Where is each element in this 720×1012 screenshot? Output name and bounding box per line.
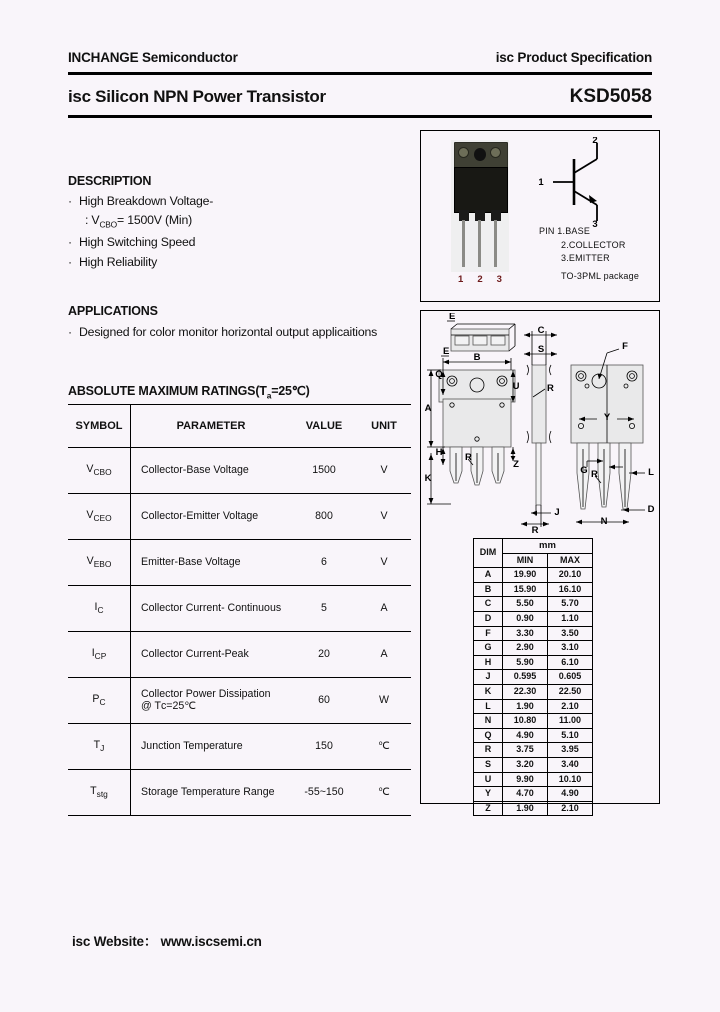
table-row [474,699,593,714]
column-header-value: VALUE [291,404,357,447]
cell-dim: U [474,772,503,787]
footer-website: isc Website： www.iscsemi.cn [72,934,262,949]
description-list [68,194,408,208]
cell-parameter: Collector-Base Voltage [131,447,292,493]
callout-u: U [512,381,520,392]
cell-dim: Q [474,728,503,743]
callout-y: Y [603,412,611,423]
ratings-section [68,383,410,816]
dim-unit-header: mm [503,539,593,554]
cell-min: 4.90 [503,728,548,743]
table-row [474,714,593,729]
cell-unit: A [357,585,411,631]
description-list-2 [68,235,408,269]
ratings-caption-prefix: ABSOLUTE MAXIMUM RATINGS(T [68,384,267,398]
cell-value: 5 [291,585,357,631]
description-item-text: High Switching Speed [79,235,196,250]
cell-min: 0.595 [503,670,548,685]
cell-symbol: $P_C$ [68,677,131,723]
bullet-icon: · [68,255,72,270]
cell-max: 20.10 [548,568,593,583]
photo-pin-2: 2 [477,274,483,285]
ratings-table [68,404,411,816]
applications-heading: APPLICATIONS [68,304,158,318]
table-row [474,801,593,816]
cell-min: 9.90 [503,772,548,787]
table-header-row [68,404,411,447]
cell-parameter: Collector-Emitter Voltage [131,493,292,539]
cell-symbol: $I_{CP}$ [68,631,131,677]
table-row [474,641,593,656]
applications-section [68,304,413,339]
table-row [68,631,411,677]
cell-max: 1.10 [548,611,593,626]
cell-dim: B [474,582,503,597]
cell-parameter-line2: @ Tᴄ=25℃ [141,700,197,712]
table-row [68,677,411,723]
cell-value: 150 [291,723,357,769]
vcbo-suffix: = 1500V (Min) [117,213,192,227]
cell-dim: A [474,568,503,583]
cell-max: 0.605 [548,670,593,685]
cell-dim: G [474,641,503,656]
cell-symbol: $V_{CEO}$ [68,493,131,539]
package-outline-panel [420,130,660,302]
callout-d: D [647,504,655,515]
title-divider [68,115,652,118]
cell-dim: Z [474,801,503,816]
page-header [68,50,652,65]
cell-min: 3.75 [503,743,548,758]
part-number: KSD5058 [569,86,652,107]
column-header-parameter: PARAMETER [131,404,292,447]
svg-text:R: R [547,383,554,394]
cell-min: 22.30 [503,684,548,699]
breakdown-voltage-value [68,213,408,229]
cell-dim: F [474,626,503,641]
description-item-text: High Reliability [79,255,158,270]
cell-min: 5.90 [503,655,548,670]
cell-symbol: $I_C$ [68,585,131,631]
cell-max: 2.10 [548,699,593,714]
page-title: isc Silicon NPN Power Transistor [68,87,326,106]
callout-h: H [435,447,443,458]
symbol-pin-1-label: 1 [538,177,544,188]
ratings-table-body [68,447,411,815]
flange-corner-right [490,147,501,158]
ratings-caption [68,383,410,401]
description-section [68,174,408,269]
callout-z: Z [513,459,519,470]
description-heading: DESCRIPTION [68,174,152,188]
table-row [474,597,593,612]
column-header-min: MIN [503,553,548,568]
company-name: INCHANGE Semiconductor [68,50,238,65]
cell-parameter: Collector Current- Continuous [131,585,292,631]
mounting-hole-icon [474,148,486,161]
package-name-label: TO-3PML package [561,270,640,281]
table-row [68,447,411,493]
table-row [474,655,593,670]
flange-corner-left [458,147,469,158]
cell-unit: ℃ [357,769,411,815]
callout-f: F [622,341,628,352]
list-item [68,255,408,269]
table-row [474,568,593,583]
cell-parameter: Storage Temperature Range [131,769,292,815]
lead-wire-2 [478,220,481,267]
cell-min: 3.30 [503,626,548,641]
cell-value: -55~150 [291,769,357,815]
cell-unit: V [357,539,411,585]
dimension-table [473,538,593,816]
pin-line-base: PIN 1.BASE [539,226,591,236]
photo-pin-1: 1 [458,274,464,285]
callout-k: K [424,473,432,484]
cell-max: 5.70 [548,597,593,612]
cell-symbol: $V_{CBO}$ [68,447,131,493]
column-header-max: MAX [548,553,593,568]
cell-unit: V [357,493,411,539]
applications-list [68,325,413,339]
cell-parameter: Junction Temperature [131,723,292,769]
cell-min: 3.20 [503,757,548,772]
vcbo-subscript: CBO [99,219,117,230]
cell-dim: S [474,757,503,772]
cell-unit: A [357,631,411,677]
symbol-pin-2-label: 2 [592,137,598,146]
cell-value: 800 [291,493,357,539]
table-row [68,723,411,769]
lead-wire-3 [494,220,497,267]
cell-parameter: Collector Current-Peak [131,631,292,677]
cell-min: 4.70 [503,787,548,802]
lead-wire-1 [462,220,465,267]
photo-pin-3: 3 [496,274,502,285]
cell-value: 1500 [291,447,357,493]
ratings-caption-suffix: =25℃) [271,384,310,398]
cell-unit: V [357,447,411,493]
package-body [454,167,508,213]
callout-s: S [537,344,545,355]
table-row [474,626,593,641]
callout-g: G [580,465,588,476]
cell-dim: K [474,684,503,699]
cell-max: 4.90 [548,787,593,802]
cell-min: 10.80 [503,714,548,729]
svg-text:E: E [443,346,450,357]
table-row [68,539,411,585]
cell-max: 11.00 [548,714,593,729]
table-row [474,787,593,802]
cell-min: 0.90 [503,611,548,626]
table-row [474,582,593,597]
cell-max: 2.10 [548,801,593,816]
cell-value: 20 [291,631,357,677]
table-row [68,493,411,539]
table-row [474,757,593,772]
dim-unit-row [474,539,593,554]
table-row [474,684,593,699]
cell-parameter: Emitter-Base Voltage [131,539,292,585]
header-divider [68,72,652,75]
cell-value: 6 [291,539,357,585]
cell-max: 3.50 [548,626,593,641]
callout-l: L [648,467,654,478]
vcbo-prefix: : V [85,213,100,227]
table-row [474,670,593,685]
description-item-text: High Breakdown Voltage- [79,194,214,208]
cell-min: 1.90 [503,801,548,816]
table-row [474,772,593,787]
package-photo [451,140,509,272]
cell-min: 1.90 [503,699,548,714]
cell-parameter: Collector Power Dissipation @ Tᴄ=25℃ [131,677,292,723]
cell-max: 3.40 [548,757,593,772]
column-header-symbol: SYMBOL [68,404,131,447]
photo-pin-numbers [451,274,509,285]
table-row [68,769,411,815]
table-row [474,611,593,626]
symbol-pin-3-label: 3 [592,219,598,229]
list-item [68,194,408,208]
cell-symbol: $V_{EBO}$ [68,539,131,585]
cell-dim: L [474,699,503,714]
cell-min: 5.50 [503,597,548,612]
svg-text:R: R [591,469,598,480]
cell-symbol: $T_{stg}$ [68,769,131,815]
dimension-table-body [474,568,593,816]
cell-dim: Y [474,787,503,802]
callout-c: C [537,325,545,336]
cell-symbol: $T_J$ [68,723,131,769]
callout-j: J [554,507,560,518]
cell-max: 10.10 [548,772,593,787]
column-header-dim: DIM [474,539,503,568]
applications-item-text: Designed for color monitor horizontal output applicaitions [79,325,378,339]
cell-dim: J [474,670,503,685]
cell-min: 19.90 [503,568,548,583]
title-bar [68,86,652,108]
ratings-caption-subscript: a [266,390,272,401]
cell-dim: H [474,655,503,670]
pin-line-collector: 2.COLLECTOR [561,239,626,250]
cell-max: 22.50 [548,684,593,699]
cell-value: 60 [291,677,357,723]
cell-unit: ℃ [357,723,411,769]
cell-dim: C [474,597,503,612]
list-item [68,235,408,249]
callout-n: N [600,516,608,527]
mechanical-drawing-panel [420,310,660,813]
cell-max: 16.10 [548,582,593,597]
table-row [474,728,593,743]
npn-transistor-symbol [531,137,651,229]
cell-max: 3.10 [548,641,593,656]
cell-dim: D [474,611,503,626]
column-header-unit: UNIT [357,404,411,447]
bullet-icon: · [68,325,72,339]
callout-a: A [424,403,432,414]
cell-dim: R [474,743,503,758]
cell-max: 5.10 [548,728,593,743]
svg-text:R: R [465,452,472,463]
bullet-icon: · [68,235,72,250]
pin-assignment-list [539,225,639,283]
bullet-icon: · [68,194,72,208]
cell-max: 6.10 [548,655,593,670]
document-type: isc Product Specification [495,50,652,65]
table-row [68,585,411,631]
pin-line-emitter: 3.EMITTER [561,253,610,264]
callout-r: R [531,525,539,536]
package-dimension-drawing [421,313,657,541]
list-item [68,325,413,339]
callout-b: B [473,352,481,363]
cell-min: 15.90 [503,582,548,597]
callout-q: Q [435,369,443,380]
svg-text:E: E [449,313,456,322]
dimension-table-wrapper [473,538,593,816]
cell-max: 3.95 [548,743,593,758]
cell-dim: N [474,714,503,729]
cell-unit: W [357,677,411,723]
table-row [474,743,593,758]
cell-min: 2.90 [503,641,548,656]
